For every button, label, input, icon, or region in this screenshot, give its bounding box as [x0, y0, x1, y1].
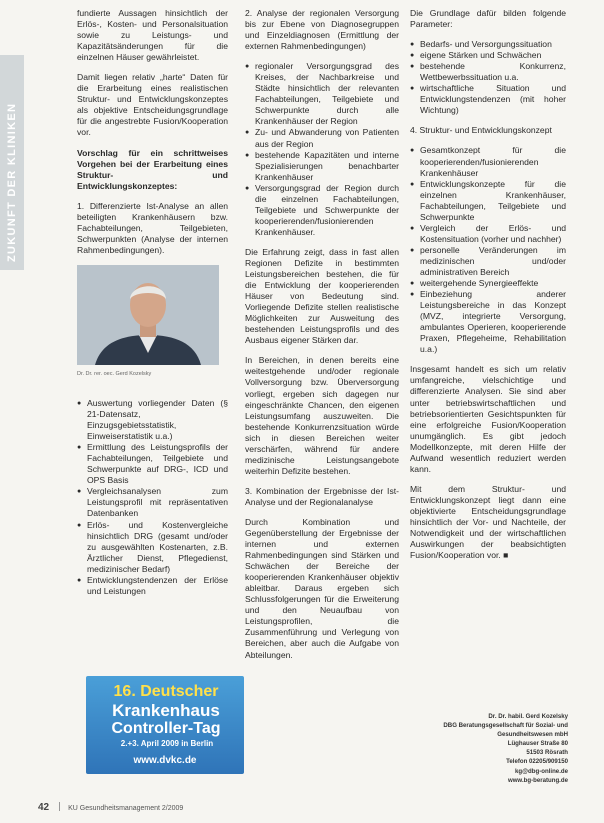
list-item: ● Bedarfs- und Versorgungssituation: [410, 39, 566, 50]
author-company: DBG Beratungsgesellschaft für Sozial- und Gesundheitswesen mbH: [443, 722, 568, 739]
ad-title-line3: Controller-Tag: [111, 720, 221, 737]
ad-date: 2.+3. April 2009 in Berlin: [120, 739, 214, 748]
bullet-list: [245, 61, 399, 238]
author-photo: [77, 265, 219, 365]
photo-caption: Dr. Dr. rer. oec. Gerd Kozelsky: [77, 370, 152, 377]
paragraph: 1. Differenzierte Ist-Analyse an allen beteiligten Krankenhäusern bzw. Fachabteilungen, Teilgebieten, Schwerpunkten (Analyse der internen Rahmenbedingungen).: [77, 200, 228, 255]
list-item: ● Einbeziehung anderer Leistungsbereiche in das Konzept (MVZ, integrierte Versorgung, ambulantes Operieren, kooperierende Praxen, Pflegeheime, Rehabilitation u.a.): [410, 289, 566, 355]
list-item: ● Entwicklungskonzepte für die einzelnen Krankenhäuser, Fachabteilungen, Teilgebiete und Schwerpunkte: [410, 179, 566, 223]
author-email[interactable]: kg@dbg-online.de: [515, 767, 568, 775]
list-item: ● Gesamtkonzept für die kooperierenden/fusionierenden Krankenhäuser: [410, 145, 566, 178]
journal-name: KU Gesundheitsmanagement 2/2009: [68, 805, 184, 812]
bullet-list: [410, 145, 566, 355]
author-signature: [425, 712, 568, 785]
paragraph: 3. Kombination der Ergebnisse der Ist-Analyse und der Regionalanalyse: [245, 485, 399, 507]
list-item: ● weitergehende Synergieeffekte: [410, 278, 566, 289]
column-3: [410, 8, 566, 570]
author-street: Lüghauser Straße 80: [507, 740, 568, 748]
bullet-list: [77, 398, 228, 597]
footer-divider: [59, 802, 60, 811]
bullet-list: [410, 39, 566, 116]
list-item: ● Versorgungsgrad der Region durch die einzelnen Fachabteilungen, Teilgebiete und Schwerpunkte der kooperierenden/fusionierenden Krankenhäuser.: [245, 183, 399, 238]
column-2: [245, 8, 399, 670]
page-number: 42: [38, 802, 50, 813]
ad-url[interactable]: www.dvkc.de: [133, 755, 197, 766]
paragraph: Damit liegen relativ „harte“ Daten für die Erarbeitung eines realistischen Struktur- und Entwicklungskonzeptes als objektive Entscheidungsgrundlage für die angestrebte Fusion/Kooperation vor.: [77, 72, 228, 138]
section-label: ZUKUNFT DER KLINIKEN: [6, 102, 18, 262]
column-1: [77, 8, 228, 606]
list-item: ● Vergleichsanalysen zum Leistungsprofil mit repräsentativen Datenbanken: [77, 486, 228, 519]
list-item: ● personelle Veränderungen im medizinischen und/oder administrativen Bereich: [410, 245, 566, 278]
paragraph: 4. Struktur- und Entwicklungskonzept: [410, 125, 552, 136]
section-heading: Vorschlag für ein schrittweises Vorgehen bei der Erarbeitung eines Struktur- und Entwicklungskonzeptes:: [77, 147, 228, 191]
page-footer: [38, 802, 183, 813]
author-phone: Telefon 02205/909150: [506, 758, 568, 766]
paragraph: Durch Kombination und Gegenüberstellung der Ergebnisse der internen und externen Rahmenbedingungen sind Stärken und Schwächen der Bereiche der kooperierenden Krankenhäuser objektiv ableitbar. Daraus ergeben sich Schlussfolgerungen für die Erweiterung und den Neuaufbau von Leistungsprofilen, die Zusammenführung und Verlegung von Bereichen, aber auch die Aufgabe von Abteilungen.: [245, 516, 399, 660]
list-item: ● Auswertung vorliegender Daten (§ 21-Datensatz, Einzugsgebietsstatistik, Einweiserstatistik u.a.): [77, 398, 228, 442]
author-website[interactable]: www.bg-beratung.de: [507, 776, 568, 784]
paragraph: Die Grundlage dafür bilden folgende Parameter:: [410, 8, 566, 30]
paragraph: 2. Analyse der regionalen Versorgung bis zur Ebene von Diagnosegruppen und Einzeldiagnosen (Ermittlung der externen Rahmenbedingungen): [245, 8, 399, 52]
list-item: ● regionaler Versorgungsgrad des Kreises, der Nachbarkreise und Städte hinsichtlich der relevanten Fachabteilungen, Teilgebiete und Schwerpunkte durch alle Krankenhäuser der Region: [245, 61, 399, 127]
event-advertisement[interactable]: [86, 676, 244, 774]
list-item: ● Erlös- und Kostenvergleiche hinsichtlich DRG (gesamt und/oder zu ausgewählten Kostenarten, z.B. Ärztlicher Dienst, Pflegedienst, medizinischer Bedarf): [77, 520, 228, 575]
list-item: ● wirtschaftliche Situation und Entwicklungstendenzen (mit hoher Wichtung): [410, 83, 566, 116]
list-item: ● Entwicklungstendenzen der Erlöse und Leistungen: [77, 575, 228, 597]
ad-title-line1: 16. Deutscher: [113, 683, 219, 700]
list-item: ● bestehende Konkurrenz, Wettbewerbssituation u.a.: [410, 61, 566, 83]
list-item: ● Zu- und Abwanderung von Patienten aus der Region: [245, 127, 399, 149]
list-item: ● Vergleich der Erlös- und Kostensituation (vorher und nachher): [410, 223, 566, 245]
paragraph: In Bereichen, in denen bereits eine weitestgehende und/oder regionale Vollversorgung bzw. Überversorgung vorliegt, ergeben sich dagegen nur eingeschränkte Chancen, den eigenen Leistungsumfang auszuweiten. Die bestehende Konkurrenzsituation würde sich in diesen Bereichen weiter verschärfen, während für andere medizinische Leistungsangebote weiterhin Defizite bestehen.: [245, 355, 399, 476]
paragraph: fundierte Aussagen hinsichtlich der Erlös-, Kosten- und Personalsituation sowie zu Leistungs- und Kapazitätsänderungen für die einzelnen Häuser gewährleistet.: [77, 8, 228, 63]
author-city: 51503 Rösrath: [526, 749, 568, 757]
paragraph: Die Erfahrung zeigt, dass in fast allen Regionen Defizite in bestimmten Leistungsbereichen bestehen, die für die Entwicklung der kooperierenden Häuser von Bedeutung sind. Vorliegende Defizite stellen realistische Möglichkeiten zur Ausweitung des bestehenden Leistungsprofils und des Ausbaus eigener Stärken dar.: [245, 246, 399, 346]
portrait-image: [77, 265, 219, 365]
paragraph: Mit dem Struktur- und Entwicklungskonzept liegt dann eine objektivierte Entscheidungsgrundlage hinsichtlich der Vor- und Nachteile, der Notwendigkeit und der wirtschaftlichen Auswirkungen der beabsichtigten Fusion/Kooperation vor. ■: [410, 483, 566, 561]
paragraph: Insgesamt handelt es sich um relativ umfangreiche, vielschichtige und differenzierte Analysen. Sie sind aber unter betriebswirtschaftlichen und betriebsorientierten Gesichtspunkten für eine erfolgreiche Fusion/Kooperation unumgänglich. Es gibt jedoch Modellkonzepte, mit deren Hilfe der Aufwand wesentlich reduziert werden kann.: [410, 364, 566, 474]
list-item: ● eigene Stärken und Schwächen: [410, 50, 566, 61]
list-item: ● Ermittlung des Leistungsprofils der Fachabteilungen, Teilgebiete und Schwerpunkte auf DRG-, ICD und OPS Basis: [77, 442, 228, 486]
author-name: Dr. Dr. habil. Gerd Kozelsky: [488, 713, 568, 720]
list-item: ● bestehende Kapazitäten und interne Spezialisierungen benachbarter Krankenhäuser: [245, 150, 399, 183]
ad-title-line2: Krankenhaus: [112, 701, 220, 720]
